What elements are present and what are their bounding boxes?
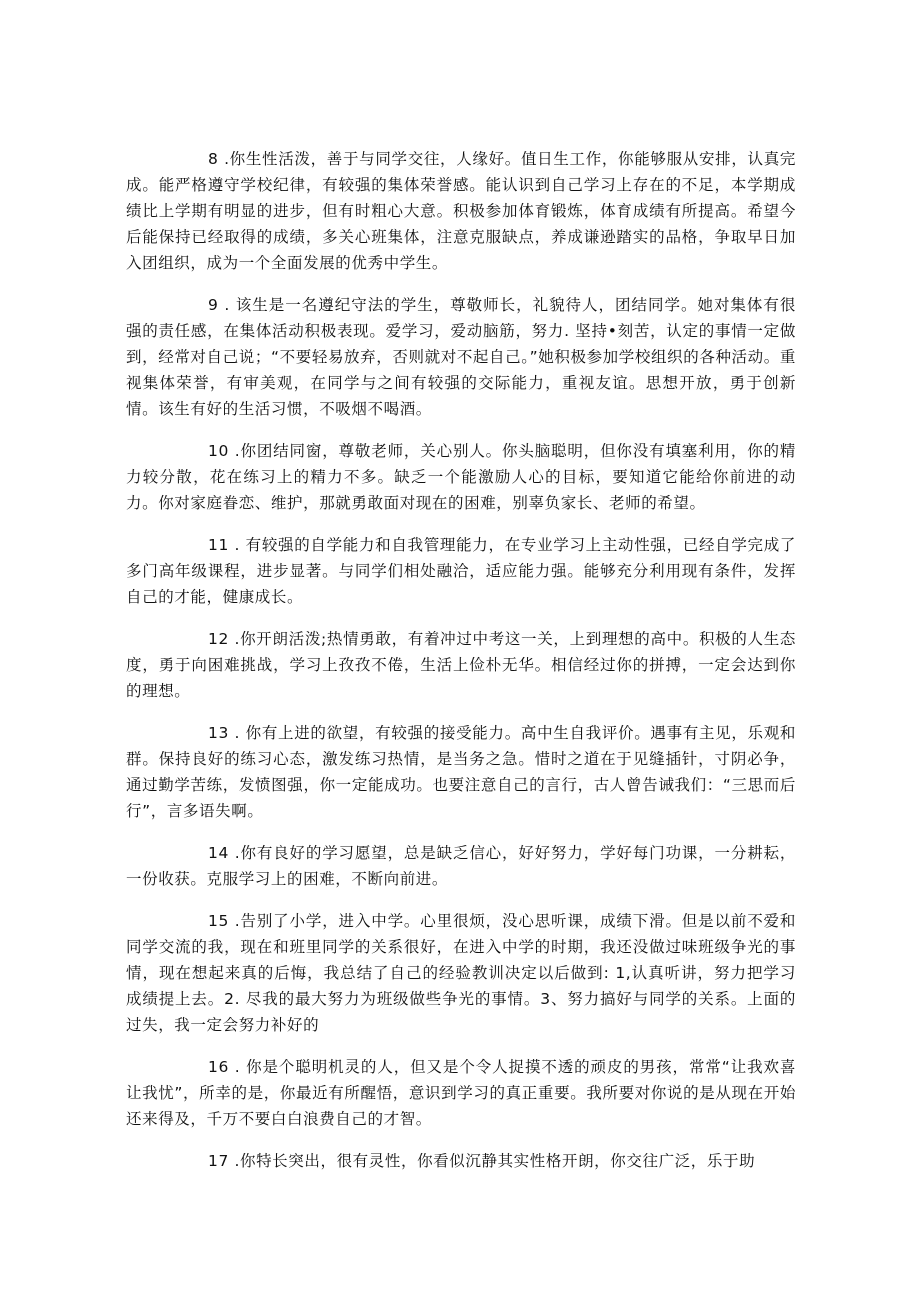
comment-paragraph-14: 14 .你有良好的学习愿望，总是缺乏信心，好好努力，学好每门功课，一分耕耘，一份收获。克服学习上的困难，不断向前进。 — [126, 844, 796, 888]
comment-paragraph-13: 13 . 你有上进的欲望，有较强的接受能力。高中生自我评价。遇事有主见，乐观和群。保持良好的练习心态，激发练习热情，是当务之急。惜时之道在于见缝插针，寸阴必争，通过勤学苦练，发愤图强，你一定能成功。也要注意自己的言行，古人曾告诫我们：“三思而后行”，言多语失啊。 — [126, 724, 796, 820]
comment-paragraph-12: 12 .你开朗活泼;热情勇敢，有着冲过中考这一关，上到理想的高中。积极的人生态度，勇于向困难挑战，学习上孜孜不倦，生活上俭朴无华。相信经过你的拼搏，一定会达到你的理想。 — [126, 630, 796, 700]
comment-paragraph-8: 8 .你生性活泼，善于与同学交往，人缘好。值日生工作，你能够服从安排，认真完成。能严格遵守学校纪律，有较强的集体荣誉感。能认识到自己学习上存在的不足，本学期成绩比上学期有明显的进步，但有时粗心大意。积极参加体育锻炼，体育成绩有所提高。希望今后能保持已经取得的成绩，多关心班集体，注意克服缺点，养成谦逊踏实的品格，争取早日加入团组织，成为一个全面发展的优秀中学生。 — [126, 150, 796, 272]
comment-paragraph-11: 11 . 有较强的自学能力和自我管理能力，在专业学习上主动性强，已经自学完成了多门高年级课程，进步显著。与同学们相处融洽，适应能力强。能够充分利用现有条件，发挥自己的才能，健康成长。 — [126, 536, 796, 606]
document-body — [126, 146, 796, 1190]
comment-paragraph-17: 17 .你特长突出，很有灵性，你看似沉静其实性格开朗，你交往广泛，乐于助 — [208, 1152, 756, 1170]
comment-paragraph-9: 9 . 该生是一名遵纪守法的学生，尊敬师长，礼貌待人，团结同学。她对集体有很强的责任感，在集体活动积极表现。爱学习，爱动脑筋，努力. 坚持•刻苦，认定的事情一定做到，经常对自己说；“不要轻易放弃，否则就对不起自己。”她积极参加学校组织的各种活动。重视集体荣誉，有审美观，在同学与之间有较强的交际能力，重视友谊。思想开放，勇于创新情。该生有好的生活习惯，不吸烟不喝酒。 — [126, 296, 796, 418]
comment-paragraph-15: 15 .告别了小学，进入中学。心里很烦，没心思听课，成绩下滑。但是以前不爱和同学交流的我，现在和班里同学的关系很好，在进入中学的时期，我还没做过味班级争光的事情，现在想起来真的后悔，我总结了自己的经验教训决定以后做到: 1,认真听讲，努力把学习成绩提上去。2. 尽我的最大努力为班级做些争光的事情。3、努力搞好与同学的关系。上面的过失，我一定会努力补好的 — [126, 912, 796, 1034]
comment-paragraph-10: 10 .你团结同窗，尊敬老师，关心别人。你头脑聪明，但你没有填塞利用，你的精力较分散，花在练习上的精力不多。缺乏一个能激励人心的目标，要知道它能给你前进的动力。你对家庭眷恋、维护，那就勇敢面对现在的困难，别辜负家长、老师的希望。 — [126, 442, 796, 512]
comment-paragraph-16: 16 . 你是个聪明机灵的人，但又是个令人捉摸不透的顽皮的男孩，常常“让我欢喜让我忧”，所幸的是，你最近有所醒悟，意识到学习的真正重要。我所要对你说的是从现在开始还来得及，千万不要白白浪费自己的才智。 — [126, 1058, 796, 1128]
